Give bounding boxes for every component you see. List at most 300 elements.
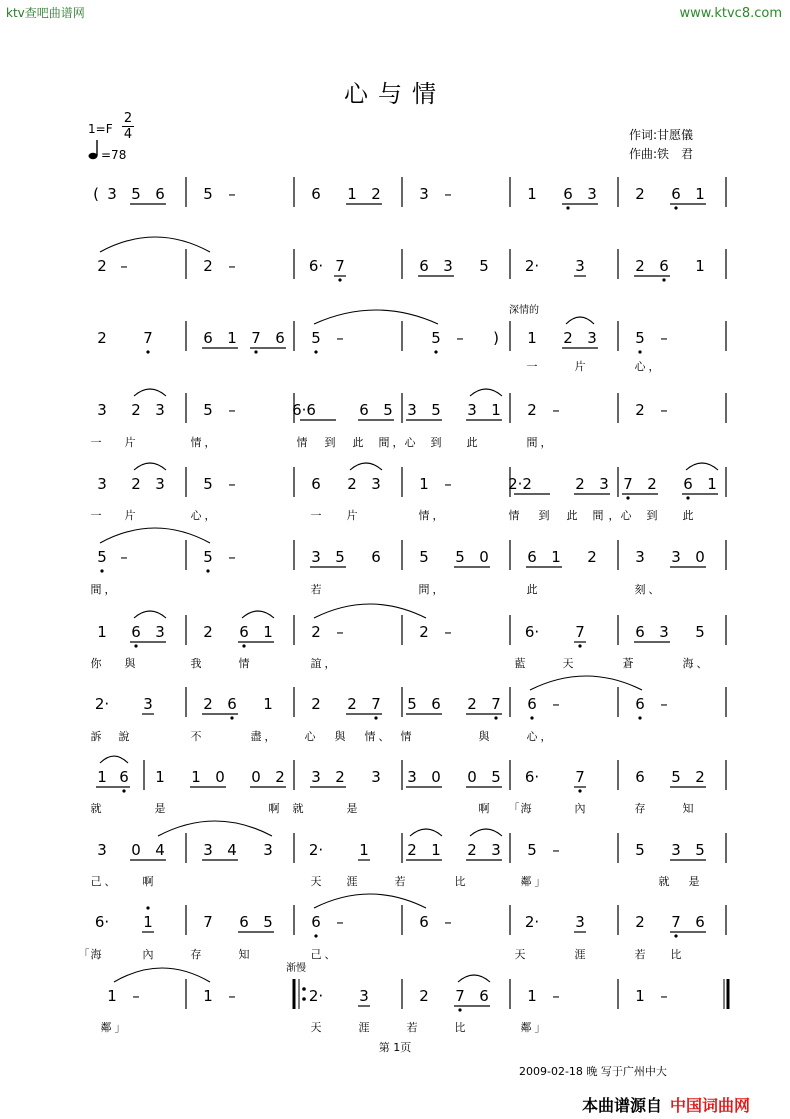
note: 6· [524, 623, 540, 641]
lyric-char: 存 [634, 802, 646, 815]
lyric-char: 「 [508, 802, 520, 815]
note: – [660, 987, 668, 1005]
note: 5 [635, 329, 645, 347]
lyric-char: 此 [466, 436, 478, 449]
lyric-char: 情 [400, 730, 412, 743]
note: 2·2 [508, 475, 532, 493]
note: 5 [97, 548, 107, 566]
note: 2 [587, 548, 597, 566]
slur [470, 829, 502, 836]
note: – [444, 623, 452, 641]
note: 3 [371, 768, 381, 786]
note: – [120, 548, 128, 566]
note: – [132, 987, 140, 1005]
source-credit-prefix: 本曲谱源自 [582, 1096, 663, 1115]
note: – [228, 548, 236, 566]
note: 3 [97, 401, 107, 419]
lyric-char: 一 [526, 360, 538, 373]
note: – [456, 329, 464, 347]
note: 1 [191, 768, 201, 786]
note: 2 [203, 695, 213, 713]
note: 1 [419, 475, 429, 493]
site-label-left: ktv查吧曲谱网 [6, 6, 85, 20]
time-sig-numerator: 2 [123, 111, 133, 126]
note: 2· [308, 841, 324, 859]
lyric-char: 與 [334, 730, 346, 743]
note: 6 [431, 695, 441, 713]
note: 3 [587, 329, 597, 347]
note: 3 [407, 768, 417, 786]
note: 2 [203, 257, 213, 275]
note: – [552, 695, 560, 713]
lyric-char: ， [648, 360, 660, 373]
lyric-char: 心 [526, 730, 538, 743]
lyric-char: 情 [296, 436, 308, 449]
slur [158, 821, 272, 836]
lyric-char: 若 [634, 948, 646, 961]
note: 5 [479, 257, 489, 275]
note: 3 [467, 401, 477, 419]
time-sig-denominator: 4 [123, 127, 133, 142]
note: 2· [524, 257, 540, 275]
note: 6 [683, 475, 693, 493]
note: 2 [131, 475, 141, 493]
lyric-char: 心 [620, 509, 632, 522]
note: 5 [527, 841, 537, 859]
low-octave-dot [206, 569, 209, 572]
note: 5 [203, 475, 213, 493]
note: – [228, 987, 236, 1005]
lyric-char: 若 [310, 583, 322, 596]
note: – [336, 329, 344, 347]
note: 4 [155, 841, 165, 859]
low-octave-dot [662, 278, 665, 281]
tempo-marking: =78 [101, 148, 127, 162]
note: 7 [575, 768, 585, 786]
lyric-char: 、 [324, 948, 336, 961]
lyric-char: 到 [538, 509, 550, 522]
lyric-char: 」 [534, 1021, 546, 1034]
slur [100, 756, 128, 763]
lyric-char: 天 [562, 657, 574, 670]
note: 1 [143, 913, 153, 931]
performance-marking: 渐慢 [286, 963, 306, 974]
note: 6 [419, 257, 429, 275]
lyric-char: 、 [648, 583, 660, 596]
note: 5 [695, 623, 705, 641]
note: 6·6 [292, 401, 316, 419]
low-octave-dot [230, 716, 233, 719]
note: – [552, 401, 560, 419]
note: 6· [308, 257, 324, 275]
note: 7 [371, 695, 381, 713]
slur [314, 310, 438, 324]
low-octave-dot [626, 496, 629, 499]
lyric-char: 訴 [90, 730, 102, 743]
note: 1 [203, 987, 213, 1005]
lyric-char: 就 [292, 802, 304, 815]
note: 2· [524, 913, 540, 931]
note: 5 [671, 768, 681, 786]
note: 3 [599, 475, 609, 493]
note: 3 [371, 475, 381, 493]
note: 5 [635, 841, 645, 859]
note: 1 [551, 548, 561, 566]
lyric-char: 涯 [358, 1021, 370, 1034]
low-octave-dot [674, 206, 677, 209]
lyric-char: 刻 [634, 583, 646, 596]
lyric-char: 片 [574, 360, 586, 373]
lyric-char: 與 [478, 730, 490, 743]
note: 3 [635, 548, 645, 566]
note: 2 [97, 257, 107, 275]
note: 6 [275, 329, 285, 347]
lyric-char: ， [204, 436, 216, 449]
lyric-char: 情 [238, 657, 250, 670]
note: 7 [671, 913, 681, 931]
lyric-char: 就 [658, 875, 670, 888]
note: 5 [491, 768, 501, 786]
note: 1 [635, 987, 645, 1005]
slur [100, 528, 210, 543]
slur [134, 611, 166, 618]
note: – [660, 695, 668, 713]
lyric-char: 涯 [574, 948, 586, 961]
note: 2 [311, 623, 321, 641]
note: 3 [671, 548, 681, 566]
note: 7 [623, 475, 633, 493]
lyric-char: 到 [430, 436, 442, 449]
note: 7 [251, 329, 261, 347]
note: 3 [263, 841, 273, 859]
low-octave-dot [434, 350, 437, 353]
slur [530, 676, 642, 690]
lyric-char: 是 [688, 875, 700, 888]
lyric-char: 內 [574, 802, 586, 815]
low-octave-dot [242, 644, 245, 647]
lyric-char: 到 [646, 509, 658, 522]
note: 1 [695, 185, 705, 203]
lyric-char: 心 [404, 436, 416, 449]
lyric-char: 情 [190, 436, 202, 449]
lyric-char: ， [432, 583, 444, 596]
note: 6 [311, 913, 321, 931]
lyric-char: 此 [682, 509, 694, 522]
lyric-char: 天 [310, 1021, 322, 1034]
lyric-char: 心 [634, 360, 646, 373]
note: 1 [263, 695, 273, 713]
low-octave-dot [314, 934, 317, 937]
note: 3 [575, 257, 585, 275]
note: 5 [383, 401, 393, 419]
note: 3 [311, 768, 321, 786]
lyricist: 作词:甘愿儀 [629, 128, 694, 142]
note: 5 [431, 401, 441, 419]
note: 6 [659, 257, 669, 275]
note: 6 [359, 401, 369, 419]
note: 6 [131, 623, 141, 641]
note: 3 [311, 548, 321, 566]
lyric-char: 蒼 [622, 657, 634, 670]
repeat-dot [302, 997, 306, 1001]
note: 0 [467, 768, 477, 786]
low-octave-dot [374, 716, 377, 719]
slur [134, 389, 166, 396]
note: 6 [119, 768, 129, 786]
note: – [552, 987, 560, 1005]
note: – [228, 475, 236, 493]
low-octave-dot [146, 350, 149, 353]
high-octave-dot [146, 906, 149, 909]
note: 2 [335, 768, 345, 786]
lyric-char: 海 [682, 657, 694, 670]
repeat-dot [302, 987, 306, 991]
lyric-char: 若 [394, 875, 406, 888]
low-octave-dot [686, 496, 689, 499]
lyric-char: 是 [154, 802, 166, 815]
lyric-char: 你 [90, 657, 102, 670]
note: 2 [575, 475, 585, 493]
note: 7 [335, 257, 345, 275]
note: 7 [455, 987, 465, 1005]
note: 0 [215, 768, 225, 786]
low-octave-dot [134, 644, 137, 647]
note: 6 [563, 185, 573, 203]
note: 1 [491, 401, 501, 419]
note: 0 [131, 841, 141, 859]
slur [134, 463, 166, 470]
note: 2 [203, 623, 213, 641]
note: 2 [311, 695, 321, 713]
lyric-char: 鄰 [100, 1021, 112, 1034]
lyric-char: 內 [142, 948, 154, 961]
note: 3 [359, 987, 369, 1005]
slur [242, 611, 274, 618]
note: – [444, 475, 452, 493]
lyric-char: ， [204, 509, 216, 522]
performance-marking: 深情的 [509, 305, 539, 316]
lyric-char: 情 [418, 509, 430, 522]
note: 1 [97, 623, 107, 641]
lyric-char: 盡 [250, 730, 262, 743]
note: – [660, 329, 668, 347]
low-octave-dot [638, 350, 641, 353]
lyric-char: 一 [90, 509, 102, 522]
lyric-char: 知 [238, 948, 250, 961]
lyric-char: 誼 [310, 657, 322, 670]
lyric-char: 啊 [142, 875, 154, 888]
lyric-char: 心 [190, 509, 202, 522]
lyric-char: 情 [364, 730, 376, 743]
note: 2· [94, 695, 110, 713]
low-octave-dot [638, 716, 641, 719]
note: 1 [527, 987, 537, 1005]
lyric-char: 說 [118, 730, 130, 743]
lyric-char: 間 [90, 583, 102, 596]
note: 3 [155, 623, 165, 641]
lyric-char: 是 [346, 802, 358, 815]
note: – [336, 623, 344, 641]
note: ) [493, 329, 499, 347]
low-octave-dot [578, 644, 581, 647]
note: 3 [491, 841, 501, 859]
lyric-char: ， [432, 509, 444, 522]
lyric-char: 天 [310, 875, 322, 888]
note: 6 [695, 913, 705, 931]
note: 2 [407, 841, 417, 859]
lyric-char: 片 [124, 509, 136, 522]
low-octave-dot [458, 1008, 461, 1011]
note: 6 [203, 329, 213, 347]
lyric-char: 「 [78, 948, 90, 961]
lyric-char: 天 [514, 948, 526, 961]
note: 0 [695, 548, 705, 566]
note: 2 [467, 841, 477, 859]
lyric-char: ， [540, 436, 552, 449]
lyric-char: 」 [114, 1021, 126, 1034]
note: 0 [479, 548, 489, 566]
note: 7 [575, 623, 585, 641]
note: 6 [371, 548, 381, 566]
low-octave-dot [122, 789, 125, 792]
lyric-char: 與 [124, 657, 136, 670]
lyric-char: 間 [526, 436, 538, 449]
slur [350, 463, 382, 470]
composition-date: 2009-02-18 晚 写于广州中大 [519, 1065, 667, 1078]
composer: 作曲:铁 君 [629, 147, 694, 161]
note: 7 [491, 695, 501, 713]
lyric-char: 鄰 [520, 1021, 532, 1034]
lyric-char: 存 [190, 948, 202, 961]
lyric-char: 一 [310, 509, 322, 522]
lyric-char: 、 [104, 875, 116, 888]
note: 6 [227, 695, 237, 713]
lyric-char: 間 [592, 509, 604, 522]
note: 3 [107, 185, 117, 203]
lyric-char: 鄰 [520, 875, 532, 888]
note: 2 [131, 401, 141, 419]
lyric-char: 啊 [478, 802, 490, 815]
note: 0 [431, 768, 441, 786]
note: 2 [635, 913, 645, 931]
lyric-char: 比 [454, 1021, 466, 1034]
note: 6· [524, 768, 540, 786]
note: 3 [155, 475, 165, 493]
note: 5 [455, 548, 465, 566]
note: 2 [347, 695, 357, 713]
lyric-char: 情 [508, 509, 520, 522]
lyric-char: ， [264, 730, 276, 743]
note: 1 [707, 475, 717, 493]
page-number: 第 1页 [378, 1041, 412, 1054]
note: 3 [97, 841, 107, 859]
note: 3 [407, 401, 417, 419]
note: 2 [635, 401, 645, 419]
note: 3 [587, 185, 597, 203]
lyric-char: 一 [90, 436, 102, 449]
note: 2 [419, 987, 429, 1005]
note: 5 [431, 329, 441, 347]
lyric-char: 、 [378, 730, 390, 743]
note: 5 [407, 695, 417, 713]
note: 5 [131, 185, 141, 203]
note: 5 [203, 185, 213, 203]
note: 2 [563, 329, 573, 347]
low-octave-dot [338, 278, 341, 281]
note: 6 [479, 987, 489, 1005]
low-octave-dot [494, 716, 497, 719]
note: 2 [97, 329, 107, 347]
note: 6 [239, 623, 249, 641]
lyric-char: 就 [90, 802, 102, 815]
note: 3 [443, 257, 453, 275]
slur [410, 829, 442, 836]
lyric-char: ， [104, 583, 116, 596]
lyric-char: 此 [352, 436, 364, 449]
note: 6 [155, 185, 165, 203]
lyric-char: 涯 [346, 875, 358, 888]
note: 3 [203, 841, 213, 859]
note: 1 [527, 185, 537, 203]
note: – [444, 185, 452, 203]
lyric-char: 海 [520, 802, 532, 815]
note: 1 [527, 329, 537, 347]
lyric-char: 此 [566, 509, 578, 522]
lyric-char: 此 [526, 583, 538, 596]
note: 6 [311, 185, 321, 203]
note: 2 [635, 257, 645, 275]
low-octave-dot [566, 206, 569, 209]
lyric-char: 到 [324, 436, 336, 449]
note: 1 [155, 768, 165, 786]
lyric-char: 我 [190, 657, 202, 670]
note: 1 [263, 623, 273, 641]
note: 3 [97, 475, 107, 493]
lyric-char: 若 [406, 1021, 418, 1034]
note: 1 [359, 841, 369, 859]
note: 6 [419, 913, 429, 931]
note: 5 [419, 548, 429, 566]
song-title: 心与情 [344, 80, 446, 108]
lyric-char: 海 [90, 948, 102, 961]
lyric-char: 藍 [514, 657, 526, 670]
note: 5 [203, 401, 213, 419]
note: 6 [635, 623, 645, 641]
note: 6 [635, 695, 645, 713]
note: 2 [635, 185, 645, 203]
low-octave-dot [314, 350, 317, 353]
slur [458, 975, 490, 982]
lyric-char: 己 [90, 875, 102, 888]
note: 3 [575, 913, 585, 931]
slur [314, 894, 426, 908]
note: 6 [527, 695, 537, 713]
low-octave-dot [578, 789, 581, 792]
note: 3 [155, 401, 165, 419]
note: 2· [308, 987, 324, 1005]
low-octave-dot [254, 350, 257, 353]
lyric-char: 知 [682, 802, 694, 815]
lyric-char: 問 [418, 583, 430, 596]
site-label-right: www.ktvc8.com [679, 6, 782, 21]
lyric-char: 比 [454, 875, 466, 888]
note: 1 [107, 987, 117, 1005]
lyric-char: 啊 [268, 802, 280, 815]
note: 2 [419, 623, 429, 641]
note: – [228, 185, 236, 203]
note: – [444, 913, 452, 931]
note: 6 [527, 548, 537, 566]
